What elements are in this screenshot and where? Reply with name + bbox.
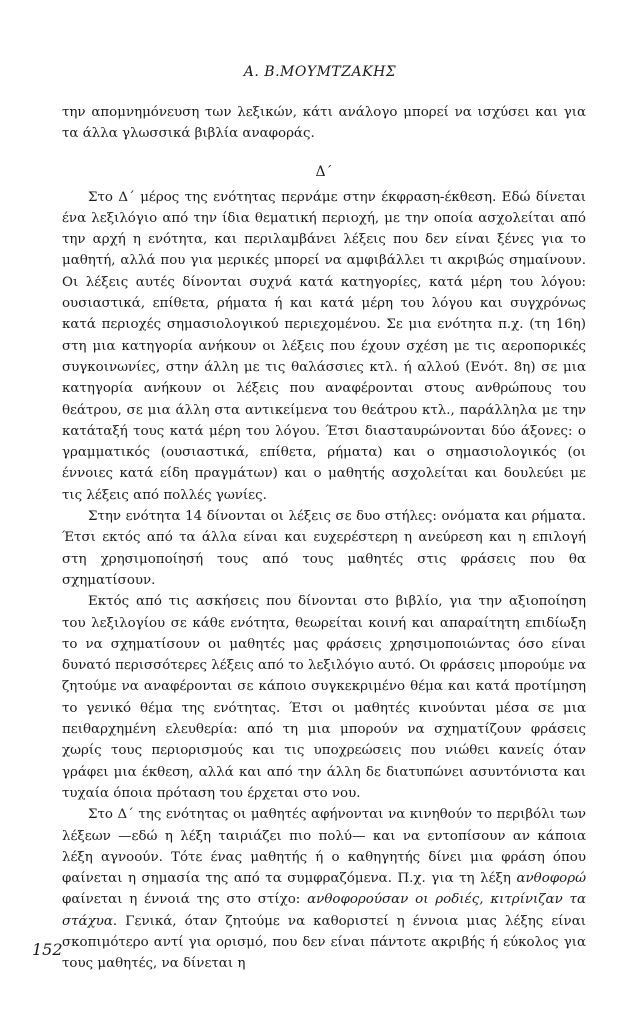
page-number: 152 <box>32 940 63 959</box>
paragraph-text: φαίνεται η έννοιά της στο στίχο: <box>62 892 308 908</box>
paragraph: Εκτός από τις ασκήσεις που δίνονται στο βιβλίο, για την αξιοποίηση του λεξιλογίου σε κάθε ενότητα, θεωρείται κοινή και απαραίτητη επιδίωξη το να σχηματίσουν οι μαθητές μας φράσεις χρησιμοποιώντας όσο είναι δυνατό περισσότερες λέξεις από το λεξιλόγιο αυτό. Οι φράσεις μπορούμε να ζητούμε να αναφέρονται σε κάποιο συγκεκριμένο θέμα και κατά προτίμηση το γενικό θέμα της ενότητας. Έτσι οι μαθητές κινούνται μέσα σε μια πειθαρχημένη ελευθερία: από τη μια μπορούν να σχηματίζουν φράσεις χωρίς τους περιορισμούς και τις υποχρεώσεις που νιώθει κανείς όταν γράφει μια έκθεση, αλλά και από την άλλη δε διατυπώνει ασυντόνιστα και τυχαία όποια πρόταση του έρχεται στο νου. <box>62 594 586 801</box>
section-heading: Δ΄ <box>315 163 333 180</box>
paragraph: Στο Δ΄ μέρος της ενότητας περνάμε στην έκφραση-έκθεση. Εδώ δίνεται ένα λεξιλόγιο από την ίδια θεματική περιοχή, με την οποία ασχολείται από την αρχή η ενότητα, και περιλαμβάνει λέξεις που δεν είναι ξένες για το μαθητή, αλλά που για μερικές μπορεί να αμφιβάλλει τι ακριβώς σημαίνουν. Οι λέξεις αυτές δίνονται συχνά κατά κατηγορίες, κατά μέρη του λόγου: ουσιαστικά, επίθετα, ρήματα ή και κατά μέρη του λόγου και συγχρόνως κατά περιοχές σημασιολογικού περιεχομένου. Σε μια ενότητα π.χ. (τη 16η) στη μια κατηγορία ανήκουν οι λέξεις που έχουν σχέση με τις αεροπορικές συγκοινωνίες, στην άλλη με τις θαλάσσιες κτλ. ή αλλού (Ενότ. 8η) σε μια κατηγορία ανήκουν οι λέξεις που αναφέρονται στους ανθρώπους του θεάτρου, σε μια άλλη στα αντικείμενα του θεάτρου κτλ., παράλληλα με την κατάταξή τους κατά μέρη του λόγου. Έτσι διασταυρώνονται δύο άξονες: ο γραμματικός (ουσιαστικά, επίθετα, ρήματα) και ο σημασιολογικός (οι έννοιες κατά είδη πραγμάτων) και ο μαθητής ασχολείται και δουλεύει με τις λέξεις από πολλές γωνίες. <box>62 189 586 503</box>
body-text <box>62 102 586 975</box>
example-word: ανθοφορώ <box>516 871 586 887</box>
paragraph-text: Γενικά, όταν ζητούμε να καθοριστεί η έννοια μιας λέξης είναι σκοπιμότερο αντί για ορισμό, που δεν είναι πάντοτε ακριβής ή εύκολος για τους μαθητές, να δίνεται η <box>62 913 586 972</box>
paragraph-with-examples <box>62 804 586 974</box>
paragraph: Στην ενότητα 14 δίνονται οι λέξεις σε δυο στήλες: ονόματα και ρήματα. Έτσι εκτός από τα άλλα είναι και ευχερέστερη η ανεύρεση και η επιλογή στη χρησιμοποίησή τους από τους μαθητές στις φράσεις που θα σχηματίσουν. <box>62 509 586 588</box>
paragraph-text: Στο Δ΄ της ενότητας οι μαθητές αφήνονται να κινηθούν το περιβόλι των λέξεων —εδώ η λέξη ταιριάζει πιο πολύ— και να εντοπίσουν αν κάποια λέξη αγνοούν. Τότε ένας μαθητής ή ο καθηγητής δίνει μια φράση όπου φαίνεται η σημασία της από τα συμφραζόμενα. Π.χ. για τη λέξη <box>62 807 586 887</box>
paragraph-continued: την απομνημόνευση των λεξικών, κάτι ανάλογο μπορεί να ισχύσει και για τα άλλα γλωσσικά βιβλία αναφοράς. <box>62 105 586 142</box>
running-head: Α. Β.ΜΟΥΜΤΖΑΚΗΣ <box>243 64 397 80</box>
example-verse: ανθοφορούσαν οι ροδιές, κιτρίνιζαν τα στάχυα. <box>62 892 587 929</box>
